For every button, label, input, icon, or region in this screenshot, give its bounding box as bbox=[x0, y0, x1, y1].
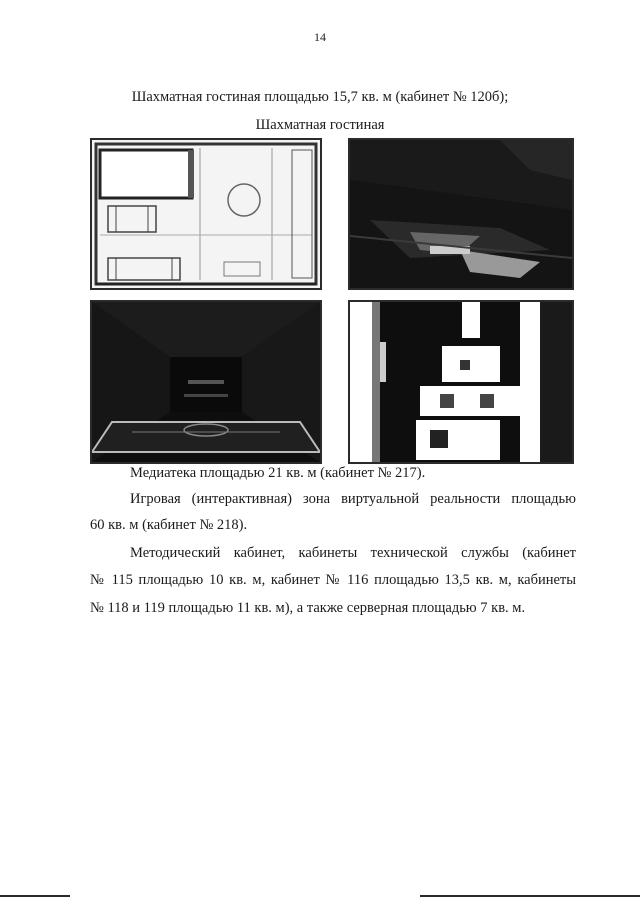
section-heading: Шахматная гостиная площадью 15,7 кв. м (кабинет № 120б); bbox=[131, 89, 509, 105]
footer-rule-left bbox=[0, 895, 70, 897]
floor-plan-drawing bbox=[92, 140, 320, 288]
paragraph-vr-zone-line-1: Игровая (интерактивная) зона виртуальной реальности площадью bbox=[130, 491, 576, 507]
paragraph-tech-rooms-line-1: Методический кабинет, кабинеты технической службы (кабинет bbox=[130, 545, 576, 561]
figure-caption: Шахматная гостиная bbox=[255, 117, 385, 133]
figure-render-room bbox=[348, 138, 574, 290]
paragraph-media-library: Медиатека площадью 21 кв. м (кабинет № 217). bbox=[130, 465, 426, 481]
render-topdown-image bbox=[350, 302, 572, 462]
figure-render-corridor bbox=[90, 300, 322, 464]
figure-floor-plan bbox=[90, 138, 322, 290]
paragraph-tech-rooms-line-3: № 118 и 119 площадью 11 кв. м), а также серверная площадью 7 кв. м. bbox=[90, 600, 526, 616]
paragraph-vr-zone-line-2: 60 кв. м (кабинет № 218). bbox=[90, 517, 248, 533]
render-room-image bbox=[350, 140, 572, 288]
figure-render-topdown bbox=[348, 300, 574, 464]
render-corridor-image bbox=[92, 302, 320, 462]
paragraph-tech-rooms-line-2: № 115 площадью 10 кв. м, кабинет № 116 площадью 13,5 кв. м, кабинеты bbox=[90, 572, 576, 588]
page-number: 14 bbox=[314, 30, 326, 44]
footer-rule-right bbox=[420, 895, 640, 897]
